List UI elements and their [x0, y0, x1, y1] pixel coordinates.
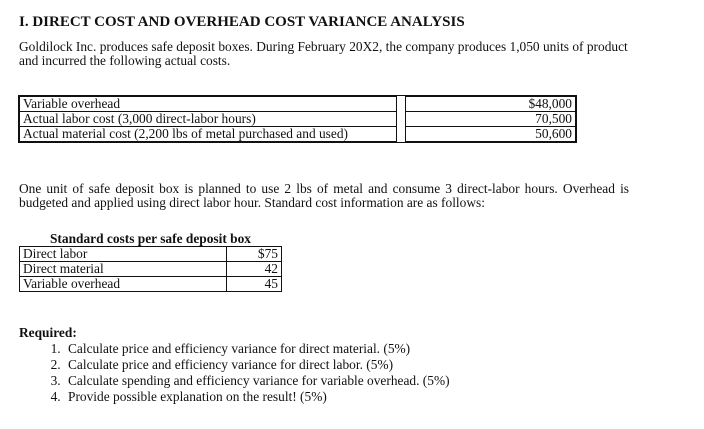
actual-cost-value: 70,500: [406, 112, 576, 127]
column-separator: [397, 112, 406, 127]
document-title: I. DIRECT COST AND OVERHEAD COST VARIANCE ANALYSIS: [19, 14, 465, 30]
actual-cost-label: Actual material cost (2,200 lbs of metal purchased and used): [20, 127, 397, 142]
list-item: 1. Calculate price and efficiency variance for direct material. (5%): [64, 341, 450, 357]
standard-cost-value: $75: [227, 247, 282, 262]
actual-cost-label: Actual labor cost (3,000 direct-labor hours): [20, 112, 397, 127]
required-task-list: [19, 341, 450, 405]
column-separator: [397, 97, 406, 112]
table-row: [20, 262, 282, 277]
actual-cost-value: 50,600: [406, 127, 576, 142]
table-row: [20, 127, 576, 142]
standard-cost-value: 45: [227, 277, 282, 292]
standard-cost-value: 42: [227, 262, 282, 277]
actual-cost-value: $48,000: [406, 97, 576, 112]
plan-paragraph: One unit of safe deposit box is planned to use 2 lbs of metal and consume 3 direct-labor hours. Overhead is budgeted and applied using direct labor hour. Standard cost information are as follows:: [19, 181, 629, 210]
list-item: 4. Provide possible explanation on the result! (5%): [64, 389, 450, 405]
standard-cost-label: Direct labor: [20, 247, 227, 262]
standard-costs-table: [19, 232, 282, 292]
actual-costs-table: [19, 96, 576, 142]
table-row: [20, 97, 576, 112]
table-header-row: [20, 232, 282, 247]
column-separator: [397, 127, 406, 142]
standard-cost-label: Direct material: [20, 262, 227, 277]
standard-cost-label: Variable overhead: [20, 277, 227, 292]
actual-cost-label: Variable overhead: [20, 97, 397, 112]
standard-costs-header: Standard costs per safe deposit box: [20, 232, 282, 247]
list-item: 2. Calculate price and efficiency variance for direct labor. (5%): [64, 357, 450, 373]
intro-paragraph: Goldilock Inc. produces safe deposit boxes. During February 20X2, the company produces 1,050 units of product and incurred the following actual costs.: [19, 39, 628, 68]
table-row: [20, 277, 282, 292]
required-title: Required:: [19, 325, 77, 340]
table-row: [20, 247, 282, 262]
document-page: [19, 13, 679, 404]
table-row: [20, 112, 576, 127]
list-item: 3. Calculate spending and efficiency variance for variable overhead. (5%): [64, 373, 450, 389]
required-section: [19, 326, 450, 405]
